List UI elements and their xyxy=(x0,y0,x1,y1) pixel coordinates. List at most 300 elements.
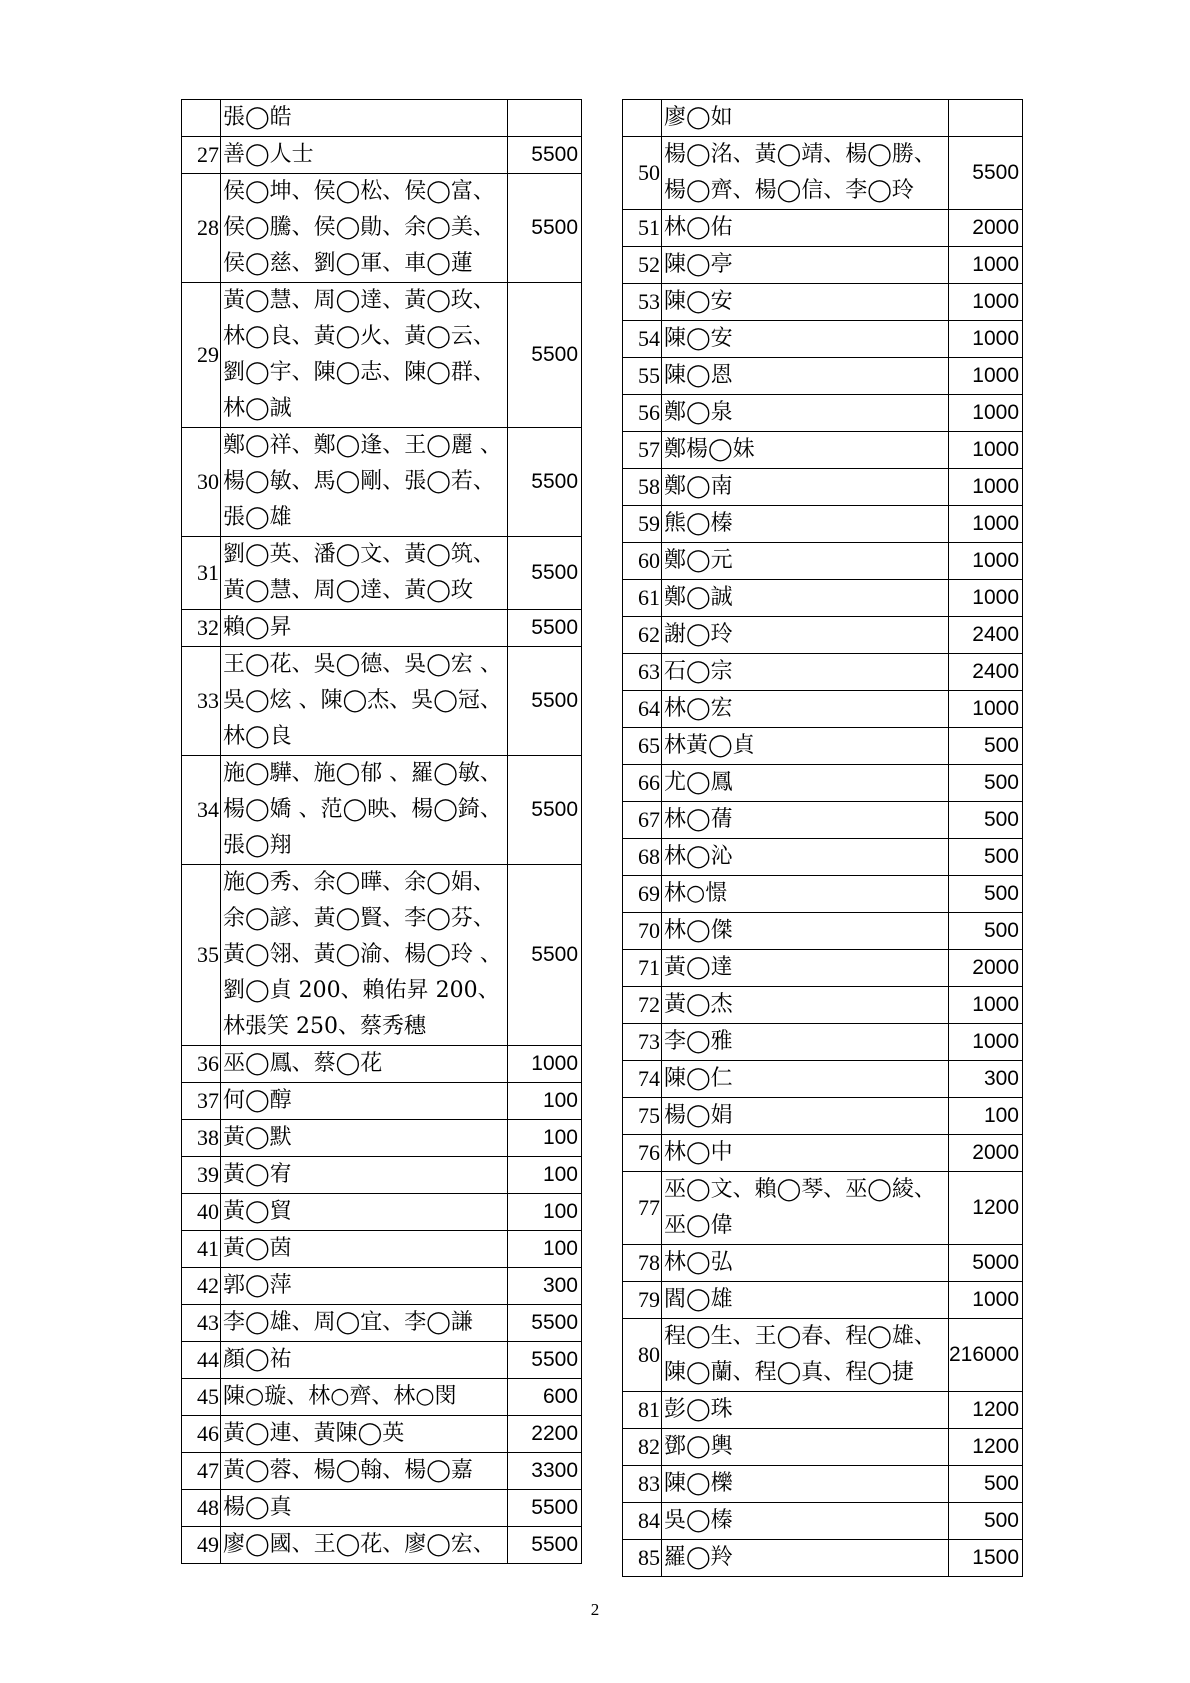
table-row xyxy=(623,1172,1023,1245)
donor-names xyxy=(662,1392,949,1429)
donation-amount: 100 xyxy=(508,1157,582,1194)
donor-name-line: 劉◯宇、陳◯志、陳◯群、 xyxy=(223,360,495,385)
row-number: 62 xyxy=(623,617,662,654)
table-row xyxy=(182,1194,582,1231)
table-row xyxy=(623,432,1023,469)
table-row xyxy=(623,1503,1023,1540)
donor-names xyxy=(662,1503,949,1540)
donor-name-line: 劉◯貞 200、賴佑昇 200、 xyxy=(223,978,500,1003)
table-row xyxy=(623,1282,1023,1319)
donation-amount: 1000 xyxy=(949,543,1023,580)
table-row xyxy=(182,174,582,283)
row-number: 79 xyxy=(623,1282,662,1319)
table-row xyxy=(182,756,582,865)
table-row xyxy=(623,987,1023,1024)
table-row xyxy=(182,610,582,647)
donor-name-line: 林◯宏 xyxy=(664,696,733,721)
donor-name-line: 楊◯娟 xyxy=(664,1103,733,1128)
donor-names xyxy=(221,283,508,428)
table-row xyxy=(182,1231,582,1268)
row-number: 53 xyxy=(623,284,662,321)
donation-amount: 1200 xyxy=(949,1172,1023,1245)
donor-name-line: 林◯蒨 xyxy=(664,807,733,832)
donor-name-line: 鄧◯輿 xyxy=(664,1434,733,1459)
row-number: 80 xyxy=(623,1319,662,1392)
donation-amount: 100 xyxy=(508,1194,582,1231)
donor-names xyxy=(662,1172,949,1245)
donor-name-line: 鄭◯祥、鄭◯逢、王◯麗 、 xyxy=(223,433,502,458)
table-row xyxy=(182,865,582,1046)
donor-name-line: 李◯雄、周◯宜、李◯謙 xyxy=(223,1310,473,1335)
page-number: 2 xyxy=(590,1600,600,1619)
row-number: 47 xyxy=(182,1453,221,1490)
donation-amount: 5500 xyxy=(508,756,582,865)
donor-name-line: 廖◯國、王◯花、廖◯宏、 xyxy=(223,1532,495,1557)
donation-amount: 2400 xyxy=(949,617,1023,654)
donor-names xyxy=(662,617,949,654)
row-number: 73 xyxy=(623,1024,662,1061)
donor-names xyxy=(662,654,949,691)
table-row xyxy=(182,100,582,137)
table-row xyxy=(623,1024,1023,1061)
donor-names xyxy=(221,428,508,537)
donor-name-line: 羅◯羚 xyxy=(664,1545,733,1570)
donor-name-line: 謝◯玲 xyxy=(664,622,733,647)
donor-names xyxy=(221,1083,508,1120)
donor-name-line: 楊◯真 xyxy=(223,1495,292,1520)
donor-names xyxy=(662,950,949,987)
donor-name-line: 黃◯連、黃陳◯英 xyxy=(223,1421,405,1446)
row-number: 68 xyxy=(623,839,662,876)
donation-amount: 216000 xyxy=(949,1319,1023,1392)
table-row xyxy=(623,1245,1023,1282)
donation-amount: 500 xyxy=(949,802,1023,839)
table-row xyxy=(182,1342,582,1379)
donation-amount: 600 xyxy=(508,1379,582,1416)
donation-amount: 1000 xyxy=(508,1046,582,1083)
donor-name-line: 林◯傑 xyxy=(664,918,733,943)
donor-name-line: 林張笑 250、蔡秀穗 xyxy=(223,1014,426,1039)
donation-amount: 3300 xyxy=(508,1453,582,1490)
donor-names xyxy=(662,1098,949,1135)
donor-name-line: 侯◯慈、劉◯軍、車◯蓮 xyxy=(223,251,473,276)
row-number xyxy=(623,100,662,137)
row-number: 56 xyxy=(623,395,662,432)
row-number: 76 xyxy=(623,1135,662,1172)
table-row xyxy=(623,358,1023,395)
row-number: 41 xyxy=(182,1231,221,1268)
table-row xyxy=(182,1305,582,1342)
row-number: 82 xyxy=(623,1429,662,1466)
row-number: 81 xyxy=(623,1392,662,1429)
donor-names xyxy=(221,1379,508,1416)
donor-name-line: 黃◯茵 xyxy=(223,1236,292,1261)
row-number: 48 xyxy=(182,1490,221,1527)
donor-name-line: 陳◯恩 xyxy=(664,363,733,388)
table-row xyxy=(623,1392,1023,1429)
row-number: 31 xyxy=(182,537,221,610)
row-number: 55 xyxy=(623,358,662,395)
donation-amount: 5500 xyxy=(508,1305,582,1342)
donor-name-line: 林◯沁 xyxy=(664,844,733,869)
donor-names xyxy=(221,1157,508,1194)
row-number: 75 xyxy=(623,1098,662,1135)
donor-names xyxy=(662,876,949,913)
donor-name-line: 郭◯萍 xyxy=(223,1273,292,1298)
row-number: 33 xyxy=(182,647,221,756)
row-number: 50 xyxy=(623,137,662,210)
row-number: 66 xyxy=(623,765,662,802)
donation-amount: 1000 xyxy=(949,395,1023,432)
row-number: 85 xyxy=(623,1540,662,1577)
donor-name-line: 陳◯蘭、程◯真、程◯捷 xyxy=(664,1360,914,1385)
donation-amount: 5500 xyxy=(508,174,582,283)
row-number: 57 xyxy=(623,432,662,469)
table-row xyxy=(623,654,1023,691)
donor-name-line: 余◯諺、黃◯賢、李◯芬、 xyxy=(223,906,495,931)
donor-names xyxy=(221,647,508,756)
donor-name-line: 陳◯仁 xyxy=(664,1066,733,1091)
donor-name-line: 何◯醇 xyxy=(223,1088,292,1113)
row-number: 63 xyxy=(623,654,662,691)
table-row xyxy=(182,1046,582,1083)
row-number: 32 xyxy=(182,610,221,647)
table-row xyxy=(182,537,582,610)
donor-name-line: 陳◯亭 xyxy=(664,252,733,277)
table-row xyxy=(623,1135,1023,1172)
row-number: 67 xyxy=(623,802,662,839)
donor-names xyxy=(662,137,949,210)
donation-amount: 500 xyxy=(949,1466,1023,1503)
donor-name-line: 楊◯洺、黃◯靖、楊◯勝、 xyxy=(664,142,936,167)
donor-names xyxy=(662,284,949,321)
donor-names xyxy=(662,321,949,358)
donor-names xyxy=(662,1319,949,1392)
donor-name-line: 鄭楊◯妹 xyxy=(664,437,755,462)
donation-amount: 100 xyxy=(508,1120,582,1157)
row-number: 34 xyxy=(182,756,221,865)
table-row xyxy=(182,1083,582,1120)
donation-amount: 5500 xyxy=(508,1490,582,1527)
donor-name-line: 黃◯蓉、楊◯翰、楊◯嘉 xyxy=(223,1458,473,1483)
table-row xyxy=(623,247,1023,284)
donor-names xyxy=(221,1268,508,1305)
donor-names xyxy=(662,1024,949,1061)
donation-amount: 1000 xyxy=(949,987,1023,1024)
row-number: 77 xyxy=(623,1172,662,1245)
table-row xyxy=(182,283,582,428)
row-number: 69 xyxy=(623,876,662,913)
row-number: 46 xyxy=(182,1416,221,1453)
donation-amount: 5500 xyxy=(508,428,582,537)
donor-names xyxy=(662,247,949,284)
donor-names xyxy=(221,1046,508,1083)
row-number: 84 xyxy=(623,1503,662,1540)
donor-names xyxy=(221,1342,508,1379)
donation-amount: 500 xyxy=(949,1503,1023,1540)
table-row xyxy=(182,1527,582,1564)
row-number: 45 xyxy=(182,1379,221,1416)
donation-amount: 5500 xyxy=(508,137,582,174)
donor-name-line: 鄭◯誠 xyxy=(664,585,733,610)
row-number: 37 xyxy=(182,1083,221,1120)
donation-amount: 1000 xyxy=(949,1282,1023,1319)
table-row xyxy=(623,321,1023,358)
donation-amount: 1200 xyxy=(949,1429,1023,1466)
donor-names xyxy=(662,765,949,802)
donor-names xyxy=(221,1453,508,1490)
donation-amount: 500 xyxy=(949,876,1023,913)
donor-names xyxy=(662,358,949,395)
donor-names xyxy=(662,1540,949,1577)
row-number: 54 xyxy=(623,321,662,358)
donation-amount: 500 xyxy=(949,765,1023,802)
donor-name-line: 吳◯炫 、陳◯杰、吳◯冠、 xyxy=(223,688,502,713)
table-row xyxy=(623,543,1023,580)
donation-amount: 1000 xyxy=(949,432,1023,469)
row-number: 74 xyxy=(623,1061,662,1098)
donor-name-line: 熊◯榛 xyxy=(664,511,733,536)
donor-name-line: 林◯誠 xyxy=(223,396,292,421)
table-row xyxy=(623,580,1023,617)
donation-amount: 5500 xyxy=(508,1527,582,1564)
table-row xyxy=(623,1061,1023,1098)
donor-name-line: 廖◯如 xyxy=(664,105,733,130)
donation-amount: 1000 xyxy=(949,506,1023,543)
donor-name-line: 鄭◯南 xyxy=(664,474,733,499)
table-row xyxy=(623,691,1023,728)
donor-name-line: 黃◯慧、周◯達、黃◯玫 xyxy=(223,578,473,603)
donation-amount: 1000 xyxy=(949,469,1023,506)
table-row xyxy=(623,1466,1023,1503)
table-row xyxy=(623,1429,1023,1466)
donor-name-line: 張◯皓 xyxy=(223,105,292,130)
table-row xyxy=(182,1453,582,1490)
donation-amount: 1000 xyxy=(949,580,1023,617)
donation-amount: 2000 xyxy=(949,1135,1023,1172)
donation-amount: 500 xyxy=(949,728,1023,765)
donor-names xyxy=(221,174,508,283)
table-row xyxy=(623,728,1023,765)
donation-amount: 1000 xyxy=(949,247,1023,284)
donor-names xyxy=(662,395,949,432)
donor-name-line: 彭◯珠 xyxy=(664,1397,733,1422)
row-number: 29 xyxy=(182,283,221,428)
donor-name-line: 林◯弘 xyxy=(664,1250,733,1275)
donor-names xyxy=(221,1527,508,1564)
donation-amount: 1000 xyxy=(949,1024,1023,1061)
table-row xyxy=(623,284,1023,321)
donor-name-line: 黃◯默 xyxy=(223,1125,292,1150)
donor-name-line: 張◯雄 xyxy=(223,505,292,530)
donor-name-line: 黃◯宥 xyxy=(223,1162,292,1187)
donor-name-line: 黃◯貿 xyxy=(223,1199,292,1224)
donor-name-line: 侯◯坤、侯◯松、侯◯富、 xyxy=(223,179,495,204)
donation-amount: 2400 xyxy=(949,654,1023,691)
donation-amount: 5500 xyxy=(508,865,582,1046)
row-number: 58 xyxy=(623,469,662,506)
donor-names xyxy=(662,728,949,765)
donor-name-line: 顏◯祐 xyxy=(223,1347,292,1372)
row-number: 60 xyxy=(623,543,662,580)
donation-amount: 500 xyxy=(949,839,1023,876)
donation-amount: 5500 xyxy=(508,610,582,647)
row-number: 65 xyxy=(623,728,662,765)
donor-name-line: 鄭◯泉 xyxy=(664,400,733,425)
donor-name-line: 陳○璇、林○齊、林○閔 xyxy=(223,1384,457,1409)
donor-names xyxy=(662,802,949,839)
donation-amount: 2200 xyxy=(508,1416,582,1453)
donor-names xyxy=(221,137,508,174)
table-row xyxy=(623,913,1023,950)
donor-name-line: 善◯人士 xyxy=(223,142,314,167)
table-row xyxy=(623,1540,1023,1577)
donor-name-line: 施◯秀、余◯曄、余◯娟、 xyxy=(223,870,495,895)
row-number: 38 xyxy=(182,1120,221,1157)
table-row xyxy=(182,428,582,537)
row-number: 30 xyxy=(182,428,221,537)
donor-name-line: 巫◯文、賴◯琴、巫◯綾、 xyxy=(664,1177,936,1202)
left-donor-table xyxy=(181,99,582,1564)
row-number: 35 xyxy=(182,865,221,1046)
donor-names xyxy=(221,1305,508,1342)
donor-names xyxy=(662,1282,949,1319)
row-number: 83 xyxy=(623,1466,662,1503)
donor-name-line: 尤◯鳳 xyxy=(664,770,733,795)
donor-names xyxy=(662,1466,949,1503)
donor-names xyxy=(662,432,949,469)
donor-names xyxy=(221,1231,508,1268)
row-number: 36 xyxy=(182,1046,221,1083)
donor-name-line: 陳◯安 xyxy=(664,326,733,351)
table-row xyxy=(182,647,582,756)
donor-name-line: 李◯雅 xyxy=(664,1029,733,1054)
table-row xyxy=(623,802,1023,839)
donation-amount xyxy=(508,100,582,137)
donor-names xyxy=(662,100,949,137)
table-row xyxy=(182,1379,582,1416)
right-donor-table xyxy=(622,99,1023,1577)
donation-amount: 5500 xyxy=(508,647,582,756)
row-number: 40 xyxy=(182,1194,221,1231)
donor-name-line: 程◯生、王◯春、程◯雄、 xyxy=(664,1324,936,1349)
table-row xyxy=(623,1098,1023,1135)
donation-amount: 1000 xyxy=(949,284,1023,321)
donor-name-line: 林◯中 xyxy=(664,1140,733,1165)
table-row xyxy=(623,210,1023,247)
donation-amount: 5500 xyxy=(508,283,582,428)
donor-names xyxy=(662,913,949,950)
donor-name-line: 陳◯安 xyxy=(664,289,733,314)
table-row xyxy=(623,1319,1023,1392)
donor-names xyxy=(221,1416,508,1453)
row-number: 28 xyxy=(182,174,221,283)
donor-names xyxy=(221,537,508,610)
table-row xyxy=(623,506,1023,543)
donor-names xyxy=(221,865,508,1046)
donor-name-line: 張◯翔 xyxy=(223,833,292,858)
row-number: 61 xyxy=(623,580,662,617)
donation-amount xyxy=(949,100,1023,137)
donor-name-line: 黃◯翎、黃◯渝、楊◯玲 、 xyxy=(223,942,502,967)
donor-name-line: 巫◯偉 xyxy=(664,1213,733,1238)
donor-names xyxy=(662,839,949,876)
donor-names xyxy=(221,610,508,647)
donor-names xyxy=(221,1194,508,1231)
donation-amount: 100 xyxy=(949,1098,1023,1135)
donor-name-line: 石◯宗 xyxy=(664,659,733,684)
donor-names xyxy=(662,1245,949,1282)
donor-name-line: 林◯良、黃◯火、黃◯云、 xyxy=(223,324,495,349)
donation-amount: 100 xyxy=(508,1083,582,1120)
table-row xyxy=(623,100,1023,137)
table-row xyxy=(182,1416,582,1453)
donation-amount: 1500 xyxy=(949,1540,1023,1577)
donor-name-line: 黃◯達 xyxy=(664,955,733,980)
donor-names xyxy=(662,1061,949,1098)
table-row xyxy=(623,765,1023,802)
donor-names xyxy=(221,100,508,137)
table-row xyxy=(182,1268,582,1305)
donation-amount: 2000 xyxy=(949,950,1023,987)
row-number: 51 xyxy=(623,210,662,247)
donor-name-line: 陳◯櫟 xyxy=(664,1471,733,1496)
donor-name-line: 楊◯敏、馬◯剛、張◯若、 xyxy=(223,469,495,494)
donor-name-line: 林○憬 xyxy=(664,881,728,906)
donation-amount: 1000 xyxy=(949,358,1023,395)
donor-names xyxy=(662,543,949,580)
donor-names xyxy=(221,1490,508,1527)
table-row xyxy=(623,137,1023,210)
row-number: 43 xyxy=(182,1305,221,1342)
donor-names xyxy=(662,469,949,506)
donor-name-line: 施◯驊、施◯郁 、羅◯敏、 xyxy=(223,761,502,786)
donor-name-line: 吳◯榛 xyxy=(664,1508,733,1533)
donation-amount: 500 xyxy=(949,913,1023,950)
donation-amount: 1200 xyxy=(949,1392,1023,1429)
donation-amount: 1000 xyxy=(949,691,1023,728)
donor-name-line: 巫◯鳳、蔡◯花 xyxy=(223,1051,383,1076)
donor-name-line: 黃◯杰 xyxy=(664,992,733,1017)
table-row xyxy=(623,617,1023,654)
row-number: 44 xyxy=(182,1342,221,1379)
row-number: 72 xyxy=(623,987,662,1024)
table-row xyxy=(182,1490,582,1527)
donor-names xyxy=(662,580,949,617)
donation-amount: 100 xyxy=(508,1231,582,1268)
row-number xyxy=(182,100,221,137)
donor-name-line: 賴◯昇 xyxy=(223,615,292,640)
row-number: 71 xyxy=(623,950,662,987)
donor-names xyxy=(662,506,949,543)
donor-names xyxy=(662,1135,949,1172)
table-row xyxy=(623,839,1023,876)
donor-names xyxy=(221,756,508,865)
donor-name-line: 王◯花、吳◯德、吳◯宏 、 xyxy=(223,652,502,677)
donation-amount: 1000 xyxy=(949,321,1023,358)
table-row xyxy=(623,950,1023,987)
donation-amount: 5500 xyxy=(508,1342,582,1379)
donation-amount: 5500 xyxy=(508,537,582,610)
donor-name-line: 林◯佑 xyxy=(664,215,733,240)
donor-names xyxy=(662,210,949,247)
row-number: 64 xyxy=(623,691,662,728)
table-row xyxy=(182,1157,582,1194)
row-number: 27 xyxy=(182,137,221,174)
donor-names xyxy=(662,987,949,1024)
table-row xyxy=(623,469,1023,506)
row-number: 52 xyxy=(623,247,662,284)
